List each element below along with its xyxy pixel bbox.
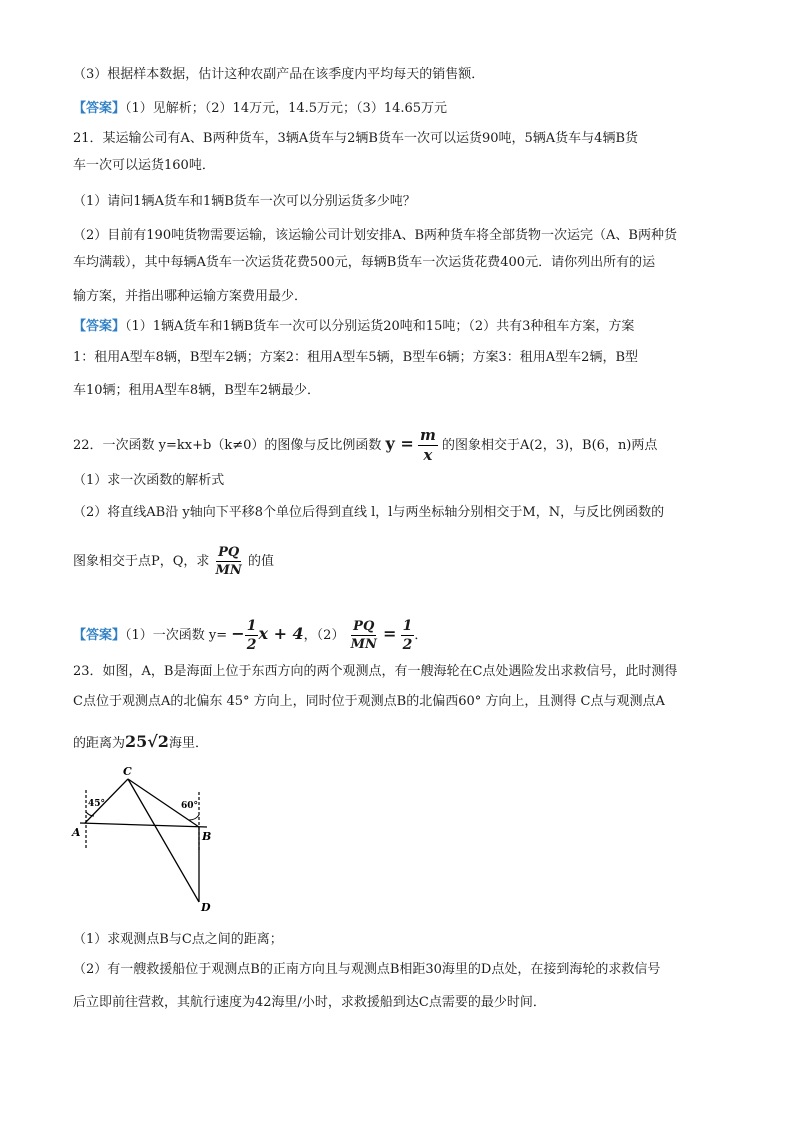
answer-20 xyxy=(73,100,447,118)
math-y-eq: y = xyxy=(385,434,414,453)
angle-label-60: 60° xyxy=(181,801,199,811)
q23-line3 xyxy=(73,730,208,756)
q23-part2-line2: 后立即前往营救，其航行速度为42海里/小时，求救援船到达C点需要的最少时间． xyxy=(73,995,546,1010)
answer-text: （1）见解析；（2）14万元，14.5万元；（3）14.65万元 xyxy=(125,101,448,116)
geometry-figure xyxy=(70,762,220,912)
q23-part1: （1）求观测点B与C点之间的距离； xyxy=(73,932,283,947)
math-minus: − xyxy=(231,624,245,643)
q23-line1: 23．如图，A，B是海面上位于东西方向的两个观测点，有一艘海轮在C点处遇险发出求救信号，此时测得 xyxy=(73,664,678,679)
q22-line1 xyxy=(73,424,657,464)
math-x-plus-4: x + 4 xyxy=(258,624,304,643)
q21-part2-line1: （2）目前有190吨货物需要运输，该运输公司计划安排A、B两种货车将全部货物一次运完（A、B两种货 xyxy=(73,228,677,243)
q23-part2-line1: （2）有一艘救援船位于观测点B的正南方向且与观测点B相距30海里的D点处，在接到海轮的求救信号 xyxy=(73,962,661,977)
angle-label-45: 45° xyxy=(88,799,106,809)
answer-tag: 【答案】 xyxy=(73,628,126,643)
angle-arc-b xyxy=(189,815,199,820)
point-label-b: B xyxy=(202,830,212,843)
answer-tag: 【答案】 xyxy=(73,319,126,334)
q23-line2: C点位于观测点A的北偏东 45° 方向上，同时位于观测点B的北偏西60° 方向上，且测得 C点与观测点A xyxy=(73,694,665,709)
angle-arc-a xyxy=(86,812,94,816)
fraction-denominator: x xyxy=(423,446,433,464)
fraction-one-half xyxy=(245,619,259,652)
fraction-numerator: PQ xyxy=(353,619,375,634)
fraction-pq-over-mn xyxy=(214,546,244,577)
answer-text: （1）1辆A货车和1辆B货车一次可以分别运货20吨和15吨；（2）共有3种租车方案，方案 xyxy=(125,319,635,334)
fraction-pq-over-mn xyxy=(349,620,379,651)
math-distance: 25√2 xyxy=(125,732,169,751)
q22-part2-line1: （2）将直线AB沿 y轴向下平移8个单位后得到直线 l，l与两坐标轴分别相交于M，N，与反比例函数的 xyxy=(73,505,665,520)
q22-part2-pre: 图象相交于点P，Q，求 xyxy=(73,554,210,569)
q22-part1: （1）求一次函数的解析式 xyxy=(73,473,225,488)
q22-pre: 22．一次函数 y=kx+b（k≠0）的图像与反比例函数 xyxy=(73,438,382,453)
fraction-m-over-x xyxy=(418,428,438,463)
q21-part1: （1）请问1辆A货车和1辆B货车一次可以分别运货多少吨？ xyxy=(73,194,416,209)
q21-line2: 车一次可以运货160吨． xyxy=(73,158,215,173)
answer-sep: ，（2） xyxy=(303,628,345,643)
q22-part2-post: 的值 xyxy=(247,554,274,569)
answer-21-line3: 车10辆；租用A型车8辆，B型车2辆最少． xyxy=(73,383,321,398)
fraction-numerator: PQ xyxy=(218,545,240,560)
answer-21-line2: 1：租用A型车8辆，B型车2辆；方案2：租用A型车5辆，B型车6辆；方案3：租用A型车2辆，B型 xyxy=(73,350,638,365)
point-label-c: C xyxy=(123,765,132,778)
fraction-numerator: m xyxy=(419,426,436,444)
q21-part2-line2: 车均满载），其中每辆A货车一次运货花费500元，每辆B货车一次运货花费400元．请你列出所有的运 xyxy=(73,255,656,270)
q23-line3-post: 海里． xyxy=(168,736,208,751)
answer-text: （1）一次函数 y= xyxy=(125,628,228,643)
q22-post: 的图象相交于A(2，3)，B(6，n)两点 xyxy=(441,438,658,453)
segment-cd xyxy=(128,779,199,902)
fraction-denominator: 2 xyxy=(246,637,257,653)
point-label-a: A xyxy=(72,826,81,839)
answer-end: ． xyxy=(414,628,428,643)
fraction-denominator: 2 xyxy=(402,637,413,653)
q23-line3-pre: 的距离为 xyxy=(73,736,126,751)
answer-tag: 【答案】 xyxy=(73,101,126,116)
q20-part3: （3）根据样本数据，估计这种农副产品在该季度内平均每天的销售额． xyxy=(73,67,485,82)
segment-ab xyxy=(80,823,207,827)
answer-21-line1 xyxy=(73,318,634,336)
math-equals: = xyxy=(383,624,397,643)
q22-part2-line2 xyxy=(73,540,274,584)
fraction-denominator: MN xyxy=(215,563,242,578)
fraction-one-half xyxy=(401,619,415,652)
fraction-numerator: 1 xyxy=(402,618,413,634)
fraction-denominator: MN xyxy=(350,637,377,652)
fraction-numerator: 1 xyxy=(246,618,257,634)
point-label-d: D xyxy=(201,901,211,912)
answer-22 xyxy=(73,612,427,656)
q21-line1: 21．某运输公司有A、B两种货车，3辆A货车与2辆B货车一次可以运货90吨，5辆A货车与4辆B货 xyxy=(73,131,638,146)
q21-part2-line3: 输方案，并指出哪种运输方案费用最少． xyxy=(73,289,308,304)
